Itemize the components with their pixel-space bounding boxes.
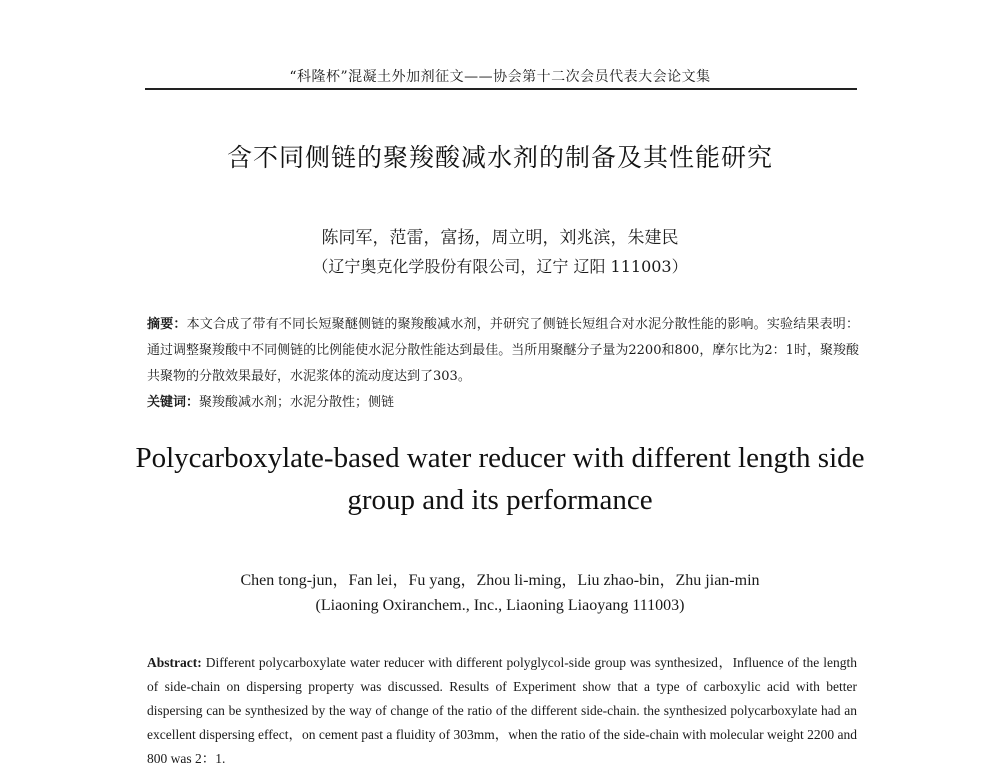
- english-affiliation: (Liaoning Oxiranchem., Inc., Liaoning Liaoyang 111003): [315, 597, 685, 614]
- english-authors: Chen tong-jun，Fan lei，Fu yang，Zhou li-ming，Liu zhao-bin，Zhu jian-min: [240, 572, 760, 589]
- chinese-abstract-text: 本文合成了带有不同长短聚醚侧链的聚羧酸减水剂，并研究了侧链长短组合对水泥分散性能的影响。实验结果表明：通过调整聚羧酸中不同侧链的比例能使水泥分散性能达到最佳。当所用聚醚分子量为2200和800，摩尔比为2：1时，聚羧酸共聚物的分散效果最好，水泥浆体的流动度达到了303。: [147, 317, 859, 384]
- english-title-line-1: Polycarboxylate-based water reducer with different length side: [135, 442, 865, 474]
- chinese-keywords-text: 聚羧酸减水剂；水泥分散性；侧链: [199, 395, 395, 410]
- header-rule: [145, 88, 857, 90]
- running-header: “科隆杯”混凝土外加剂征文——协会第十二次会员代表大会论文集: [289, 69, 711, 85]
- english-title-line-2: group and its performance: [347, 484, 653, 516]
- english-abstract-label: Abstract:: [147, 655, 202, 670]
- chinese-affiliation: （辽宁奥克化学股份有限公司，辽宁 辽阳 111003）: [312, 257, 688, 276]
- chinese-abstract: [147, 312, 859, 416]
- chinese-authors: 陈同军，范雷，富扬，周立明，刘兆滨，朱建民: [321, 228, 679, 248]
- chinese-keywords-label: 关键词：: [147, 395, 200, 410]
- english-abstract: [147, 651, 857, 771]
- chinese-abstract-label: 摘要：: [147, 317, 187, 332]
- chinese-title: 含不同侧链的聚羧酸减水剂的制备及其性能研究: [226, 143, 773, 172]
- english-title: [0, 437, 1000, 521]
- english-abstract-text: Different polycarboxylate water reducer with different polyglycol-side group was synthesized，Influence of the length of side-chain on dispersing property was discussed. Results of Experiment show that a type of carboxylic acid with better dispersing can be synthesized by the way of change of the ratio of the different side-chain. the synthesized polycarboxylate had an excellent dispersing effect，on cement past a fluidity of 303mm，when the ratio of the side-chain with molecular weight 2200 and 800 was 2：1.: [147, 655, 857, 766]
